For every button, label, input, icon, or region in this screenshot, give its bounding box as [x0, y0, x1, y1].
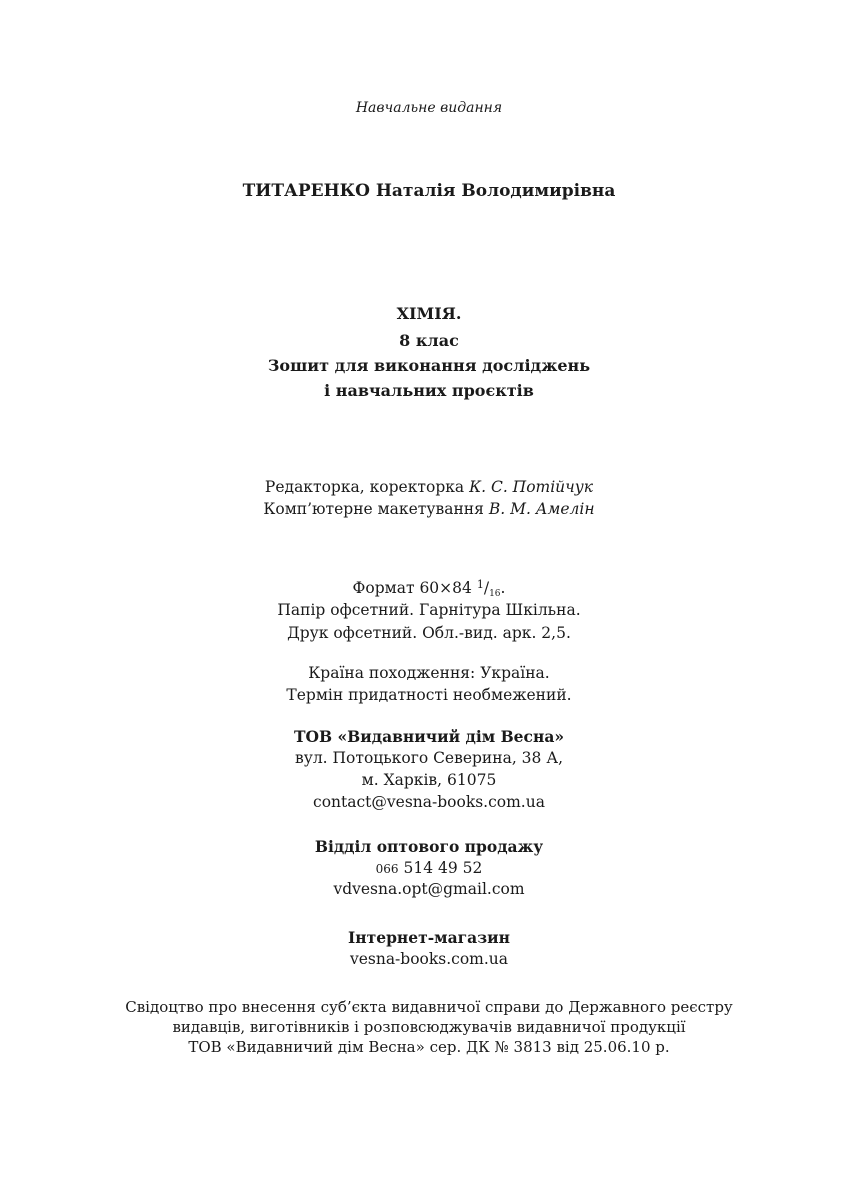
- credit-layout-name: В. М. Амелін: [488, 500, 595, 518]
- credit-layout-role: Комп’ютерне макетування: [263, 500, 484, 518]
- credit-layout: [0, 500, 858, 518]
- credit-editor: [0, 478, 858, 496]
- publisher-email: contact@vesna-books.com.ua: [313, 793, 545, 811]
- shop-heading: Інтернет-магазин: [348, 928, 510, 947]
- edition-type: Навчальне видання: [355, 100, 503, 116]
- title-line-2: 8 клас: [399, 331, 459, 350]
- title-line-3: Зошит для виконання досліджень: [267, 356, 591, 375]
- spec-format: Формат 60×84 $^1/_{16}$.: [352, 578, 506, 599]
- wholesale-phone: [0, 859, 858, 877]
- publisher-city: м. Харків, 61075: [361, 771, 497, 789]
- title-line-4: і навчальних проєктів: [324, 381, 534, 400]
- wholesale-heading: Відділ оптового продажу: [314, 837, 544, 856]
- certificate-line-2: видавців, виготівників і розповсюджувачів видавничої продукції: [172, 1018, 686, 1036]
- certificate-line-1: Свідоцтво про внесення суб’єкта видавничої справи до Державного реєстру: [125, 998, 733, 1016]
- publisher-name: ТОВ «Видавничий дім Весна»: [293, 727, 565, 746]
- spec-paper: Папір офсетний. Гарнітура Шкільна.: [277, 601, 581, 619]
- spec-format-numerator: 1: [476, 578, 484, 591]
- wholesale-phone-code: 066: [375, 862, 399, 876]
- shop-url: vesna-books.com.ua: [349, 950, 509, 968]
- origin-country: Країна походження: Україна.: [308, 664, 550, 682]
- publisher-street: вул. Потоцького Северина, 38 А,: [294, 749, 564, 767]
- wholesale-email: vdvesna.opt@gmail.com: [333, 880, 525, 898]
- origin-shelf-life: Термін придатності необмежений.: [286, 686, 572, 704]
- author-name: ТИТАРЕНКО Наталія Володимирівна: [242, 181, 616, 201]
- spec-format-denominator: 16: [489, 589, 501, 599]
- spec-format-end: .: [500, 579, 506, 597]
- credit-editor-role: Редакторка, коректорка: [264, 478, 465, 496]
- certificate-line-3: ТОВ «Видавничий дім Весна» сер. ДК № 3813 від 25.06.10 р.: [188, 1038, 670, 1056]
- title-line-1: ХІМІЯ.: [396, 304, 462, 323]
- credit-editor-name: К. С. Потійчук: [469, 478, 594, 496]
- spec-format-prefix: Формат 60×84: [352, 579, 472, 597]
- spec-print: Друк офсетний. Обл.-вид. арк. 2,5.: [287, 624, 571, 642]
- wholesale-phone-number: 514 49 52: [403, 859, 483, 877]
